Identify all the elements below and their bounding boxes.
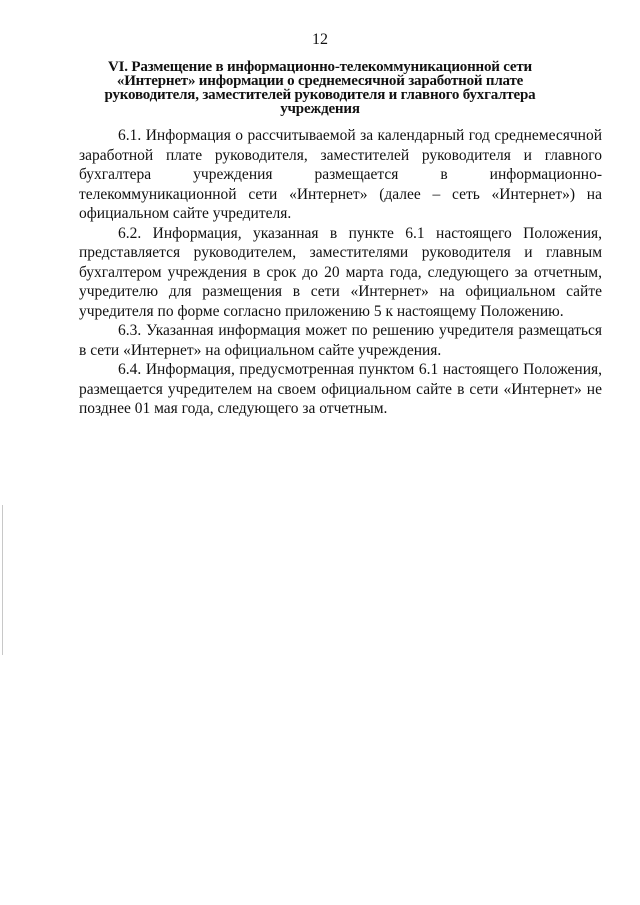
section-title-line: VI. Размещение в информационно-телекоммуникационной сети [107,59,532,75]
section-title [100,60,540,116]
section-title-line: руководителя, заместителей руководителя и главного бухгалтера [104,87,536,103]
section-title-line: учреждения [280,101,360,117]
page-number: 12 [312,31,328,48]
section-title-line: «Интернет» информации о среднемесячной заработной плате [116,73,524,89]
paragraph-6-3: 6.3. Указанная информация может по решению учредителя размещаться в сети «Интернет» на официальном сайте учреждения. [79,322,602,359]
section-body [79,126,602,419]
paragraph-6-2: 6.2. Информация, указанная в пункте 6.1 настоящего Положения, представляется руководителем, заместителями руководителя и главным бухгалтером учреждения в срок до 20 марта года, следующего за отчетным, учредителю для размещения в сети «Интернет» на официальном сайте учредителя по форме согласно приложению 5 к настоящему Положению. [79,224,602,320]
scan-edge-mark [2,505,3,655]
paragraph-6-1: 6.1. Информация о рассчитываемой за календарный год среднемесячной заработной плате руководителя, заместителей руководителя и главного бухгалтера учреждения размещается в информационно-телекоммуникационной сети «Интернет» (далее – сеть «Интернет») на официальном сайте учредителя. [79,127,602,222]
paragraph-6-4: 6.4. Информация, предусмотренная пунктом 6.1 настоящего Положения, размещается учредителем на своем официальном сайте в сети «Интернет» не позднее 01 мая года, следующего за отчетным. [79,361,602,417]
